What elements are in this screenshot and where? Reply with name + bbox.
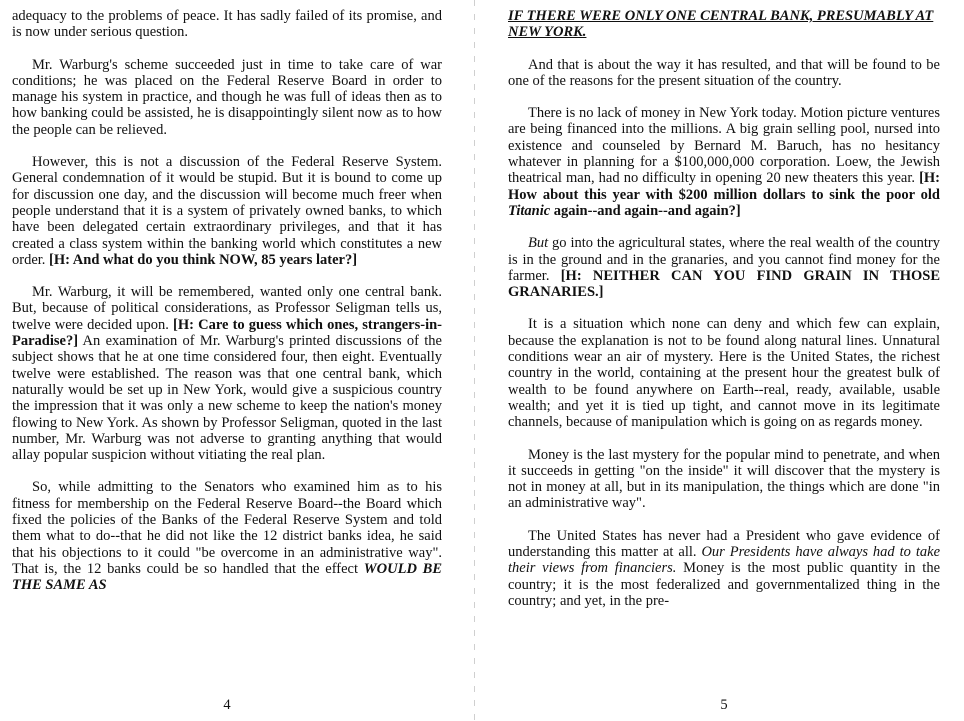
left-text-run: So, while admitting to the Senators who examined him as to his fitness for membership on the Federal Reserve Board--the Board which fixed the policies of the Banks of the Federal Reserve System and told them what to do--that he did not like the 12 district banks idea, he said that his objections to it could "be overcome in an administrative way". That is, the 12 banks could be so handled that the effect (12, 479, 442, 577)
left-paragraph (12, 8, 442, 41)
right-text-run: Money is the last mystery for the popular mind to penetrate, and when it succeeds in getting "on the inside" it will discover that the mystery is not in money at all, but in its manipulation, the things which are done "in an administrative way". (508, 446, 940, 512)
right-text-run: There is no lack of money in New York today. Motion picture ventures are being financed into the millions. A big grain selling pool, nursed into existence and counseled by Bernard M. Baruch, has no hesitancy whatever in planning for a $100,000,000 corporation. Loew, the Jewish theatrical man, had no difficulty in opening 20 new theaters this year. (508, 105, 940, 187)
right-emphasis-run: again--and again--and again?] (550, 202, 741, 219)
right-page-body (508, 57, 940, 610)
page-number-right: 5 (720, 696, 728, 713)
right-page (508, 8, 940, 721)
right-paragraph (508, 235, 940, 300)
left-paragraph (12, 284, 442, 463)
left-text-run: Mr. Warburg, it will be remembered, wanted only one central bank. But, because of political considerations, as Professor Seligman tells us, twelve were decided upon. (12, 284, 442, 333)
page-gutter (474, 0, 475, 721)
right-paragraph (508, 528, 940, 609)
left-paragraph (12, 57, 442, 138)
left-emphasis-run: WOULD BE THE SAME AS (12, 560, 443, 594)
right-emphasis-run: [H: NEITHER CAN YOU FIND GRAIN IN THOSE GRANARIES.] (508, 267, 940, 301)
right-paragraph (508, 447, 940, 512)
right-text-run: The United States has never had a President who gave evidence of understanding this matter at all. (508, 527, 940, 561)
left-text-run: An examination of Mr. Warburg's printed discussions of the subject shows that he at one time considered four, then eight. Eventually twelve were established. The reason was that one central bank, which naturally would be set up in New York, would give a suspicious country the impression that it was only a new scheme to keep the nation's money flowing to New York. As shown by Professor Seligman, quoted in the last number, Mr. Warburg was not adverse to granting anything that would allay popular suspicion without vitiating the real plan. (12, 333, 442, 464)
right-page-heading (508, 8, 940, 41)
left-paragraph (12, 154, 442, 268)
right-text-run: It is a situation which none can deny and which few can explain, because the explanation is not to be found along natural lines. Unnatural conditions wear an air of mystery. Here is the United States, the richest country in the world, containing at the present hour the greatest bulk of wealth to be found anywhere on Earth--real, ready, available, usable wealth; and yet it is tied up tight, and cannot move in its legitimate channels, because of manipulation which is going on as regards money. (508, 316, 940, 431)
left-text-run: Mr. Warburg's scheme succeeded just in time to take care of war conditions; he was placed on the Federal Reserve Board in order to manage his system in practice, and though he was full of ideas then as to how banking could be assisted, he is disappointingly silent now as to how the people can be relieved. (12, 56, 442, 138)
right-text-run: And that is about the way it has resulted, and that will be found to be one of the reasons for the present situation of the country. (508, 56, 940, 89)
right-paragraph (508, 105, 940, 219)
heading-text: IF THERE WERE ONLY ONE CENTRAL BANK, PRESUMABLY AT NEW YORK. (508, 8, 934, 41)
left-emphasis-run: [H: And what do you think NOW, 85 years later?] (49, 251, 358, 268)
right-emphasis-run: [H: How about this year with $200 million dollars to sink the poor old (508, 170, 940, 203)
left-text-run: However, this is not a discussion of the Federal Reserve System. General condemnation of it would be stupid. But it is bound to come up for discussion one day, and the discussion will become much freer when people understand that it is a system of privately owned banks, to which have been delegated certain extraordinary privileges, and that it has created a class system within the banking world which constitutes a new order. (12, 154, 442, 268)
left-paragraph (12, 479, 442, 593)
left-page-body (12, 8, 442, 594)
right-text-run: Money is the most public quantity in the country; it is the most federalized and governmentalized thing in the country; and yet, in the pre- (508, 560, 941, 609)
right-paragraph (508, 57, 940, 90)
right-emphasis-run: Titanic (508, 202, 551, 219)
right-emphasis-run: Our Presidents have always had to take their views from financiers. (508, 544, 940, 577)
right-text-run: go into the agricultural states, where the real wealth of the country is in the ground and in the granaries, and you cannot find money for the farmer. (508, 235, 940, 284)
right-paragraph (508, 316, 940, 430)
right-emphasis-run: But (528, 235, 549, 252)
left-page (12, 8, 442, 721)
left-text-run: adequacy to the problems of peace. It has sadly failed of its promise, and is now under serious question. (12, 8, 442, 41)
left-emphasis-run: [H: Care to guess which ones, strangers-in-Paradise?] (12, 316, 442, 350)
page-number-left: 4 (223, 696, 231, 713)
